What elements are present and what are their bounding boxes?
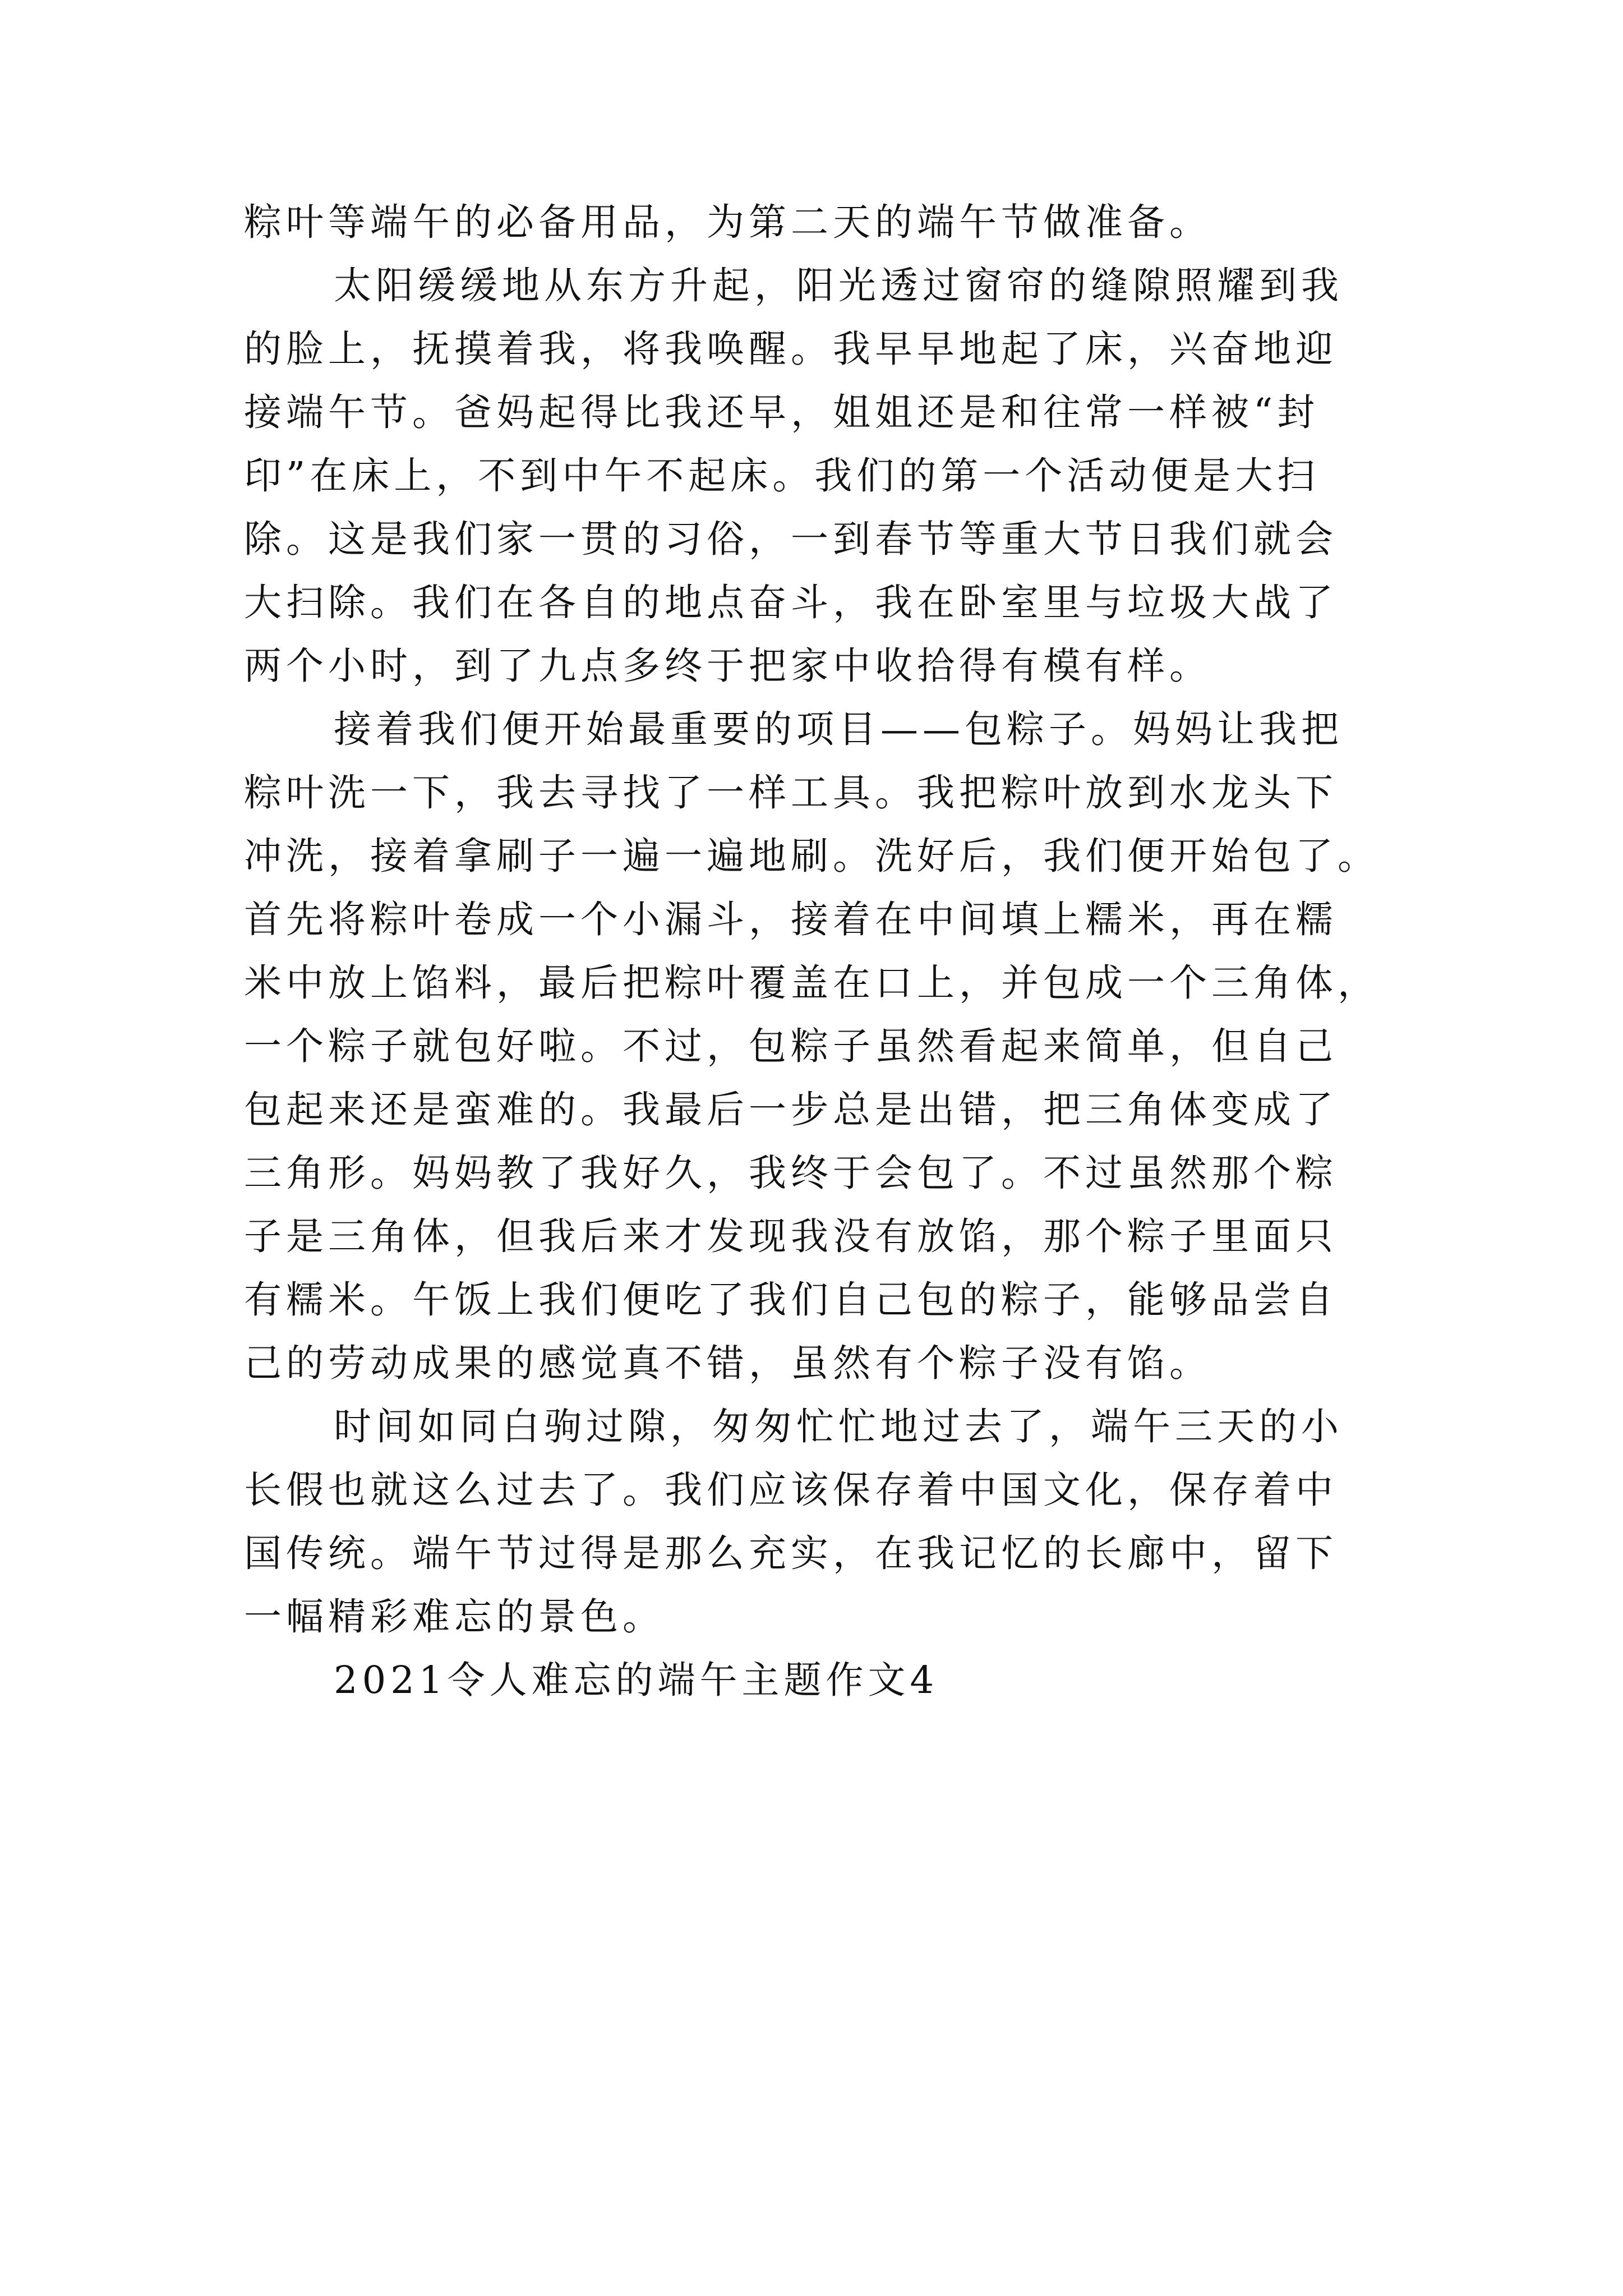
paragraph-start-line: 接着我们便开始最重要的项目——包粽子。妈妈让我把 xyxy=(334,707,1343,751)
paragraph-start-line: 太阳缓缓地从东方升起，阳光透过窗帘的缝隙照耀到我 xyxy=(334,264,1343,307)
text-line: 一个粽子就包好啦。不过，包粽子虽然看起来简单，但自己 xyxy=(244,1024,1338,1068)
text-line: 粽叶等端午的必备用品，为第二天的端午节做准备。 xyxy=(244,200,1211,244)
text-line: 的脸上，抚摸着我，将我唤醒。我早早地起了床，兴奋地迎 xyxy=(244,327,1338,371)
article-body xyxy=(244,191,1388,1712)
text-line: 三角形。妈妈教了我好久，我终于会包了。不过虽然那个粽 xyxy=(244,1151,1338,1195)
text-line: 包起来还是蛮难的。我最后一步总是出错，把三角体变成了 xyxy=(244,1088,1338,1131)
text-line: 国传统。端午节过得是那么充实，在我记忆的长廊中，留下 xyxy=(244,1531,1338,1575)
text-line: 米中放上馅料，最后把粽叶覆盖在口上，并包成一个三角体， xyxy=(244,961,1380,1005)
text-line: 长假也就这么过去了。我们应该保存着中国文化，保存着中 xyxy=(244,1468,1338,1512)
text-line: 除。这是我们家一贯的习俗，一到春节等重大节日我们就会 xyxy=(244,517,1338,561)
text-line: 子是三角体，但我后来才发现我没有放馅，那个粽子里面只 xyxy=(244,1214,1338,1258)
text-line: 印”在床上，不到中午不起床。我们的第一个活动便是大扫 xyxy=(244,454,1320,498)
text-line: 大扫除。我们在各自的地点奋斗，我在卧室里与垃圾大战了 xyxy=(244,581,1338,624)
section-heading: 2021令人难忘的端午主题作文4 xyxy=(334,1658,939,1702)
text-line: 己的劳动成果的感觉真不错，虽然有个粽子没有馅。 xyxy=(244,1341,1211,1385)
text-line: 粽叶洗一下，我去寻找了一样工具。我把粽叶放到水龙头下 xyxy=(244,771,1338,815)
text-line: 冲洗，接着拿刷子一遍一遍地刷。洗好后，我们便开始包了。 xyxy=(244,834,1380,878)
text-line: 接端午节。爸妈起得比我还早，姐姐还是和往常一样被“封 xyxy=(244,390,1320,434)
text-line: 首先将粽叶卷成一个小漏斗，接着在中间填上糯米，再在糯 xyxy=(244,898,1338,941)
text-line: 一幅精彩难忘的景色。 xyxy=(244,1595,665,1639)
text-line: 两个小时，到了九点多终于把家中收拾得有模有样。 xyxy=(244,644,1211,688)
paragraph-start-line: 时间如同白驹过隙，匆匆忙忙地过去了，端午三天的小 xyxy=(334,1405,1343,1448)
text-line: 有糯米。午饭上我们便吃了我们自己包的粽子，能够品尝自 xyxy=(244,1278,1338,1322)
